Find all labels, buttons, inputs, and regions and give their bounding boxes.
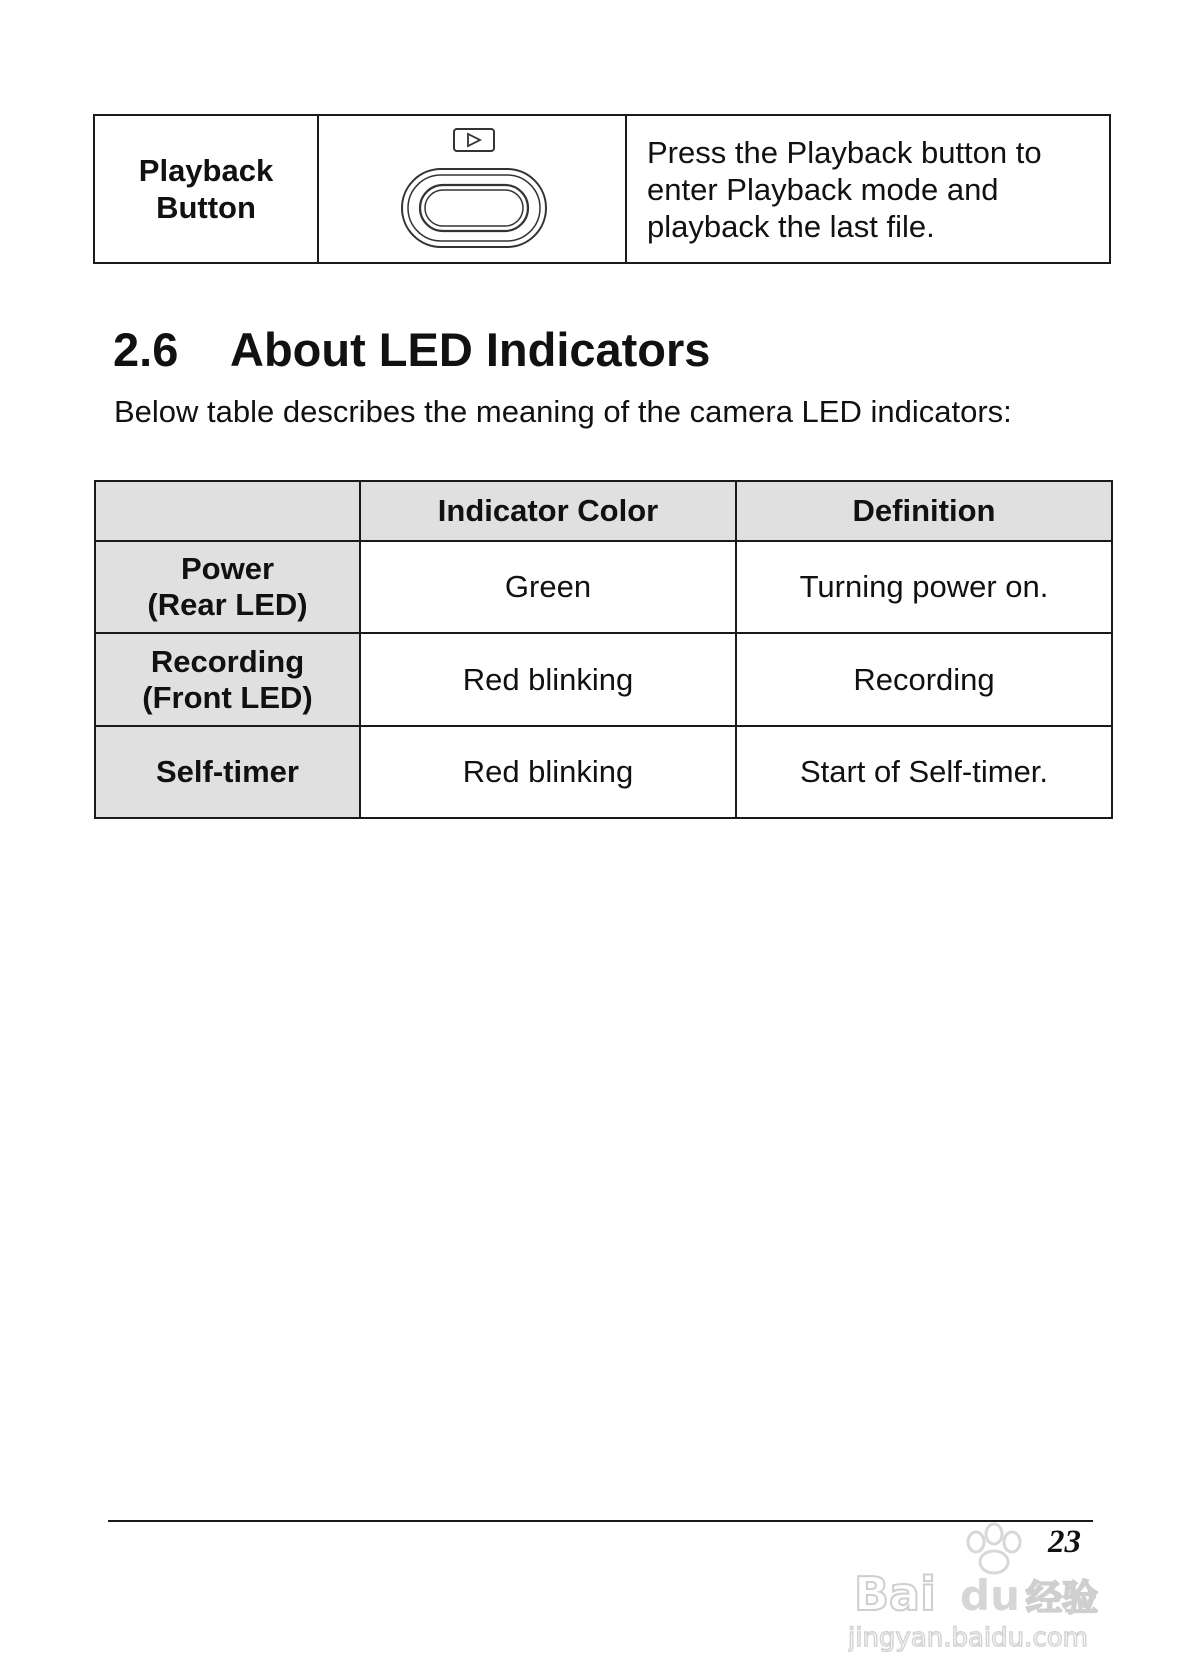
playback-button-icon [392, 123, 552, 255]
table-row [95, 726, 1112, 818]
indicator-color-cell: Red blinking [360, 726, 736, 818]
baidu-watermark-logo [848, 1522, 1148, 1652]
description-line: playback the last file. [647, 208, 935, 244]
page-number: 23 [1048, 1524, 1081, 1560]
definition-cell: Recording [736, 633, 1112, 725]
row-header [95, 633, 360, 725]
description-line: Press the Playback button to [647, 134, 1042, 170]
led-indicator-table [94, 480, 1113, 819]
table-header-row [95, 481, 1112, 541]
table-row [95, 633, 1112, 725]
indicator-color-cell: Red blinking [360, 633, 736, 725]
button-description-cell [626, 115, 1110, 263]
row-header-line: (Front LED) [142, 679, 313, 715]
button-image-cell [318, 115, 626, 263]
section-heading [113, 322, 710, 378]
column-header [95, 481, 360, 541]
svg-text:经验: 经验 [1026, 1578, 1099, 1619]
column-header: Indicator Color [360, 481, 736, 541]
button-name-cell [94, 115, 318, 263]
row-header-line: (Rear LED) [147, 587, 308, 623]
definition-cell: Start of Self-timer. [736, 726, 1112, 818]
svg-text:du: du [960, 1571, 1020, 1620]
table-row [94, 115, 1110, 263]
indicator-color-cell: Green [360, 541, 736, 633]
section-number: 2.6 [113, 323, 179, 376]
intro-paragraph: Below table describes the meaning of the camera LED indicators: [114, 394, 1012, 429]
section-title: About LED Indicators [230, 323, 711, 376]
definition-cell: Turning power on. [736, 541, 1112, 633]
playback-button-table [93, 114, 1111, 264]
column-header: Definition [736, 481, 1112, 541]
button-name-line1: Playback [138, 153, 274, 188]
table-row [95, 541, 1112, 633]
row-header-line: Self-timer [156, 753, 299, 789]
row-header-line: Power [180, 551, 275, 587]
description-line: enter Playback mode and [647, 171, 999, 207]
svg-text:Bai: Bai [854, 1567, 936, 1621]
button-name-line2: Button [156, 190, 256, 225]
row-header [95, 726, 360, 818]
row-header-line: Recording [150, 643, 305, 679]
row-header [95, 541, 360, 633]
svg-text:jingyan.baidu.com: jingyan.baidu.com [848, 1623, 1088, 1652]
